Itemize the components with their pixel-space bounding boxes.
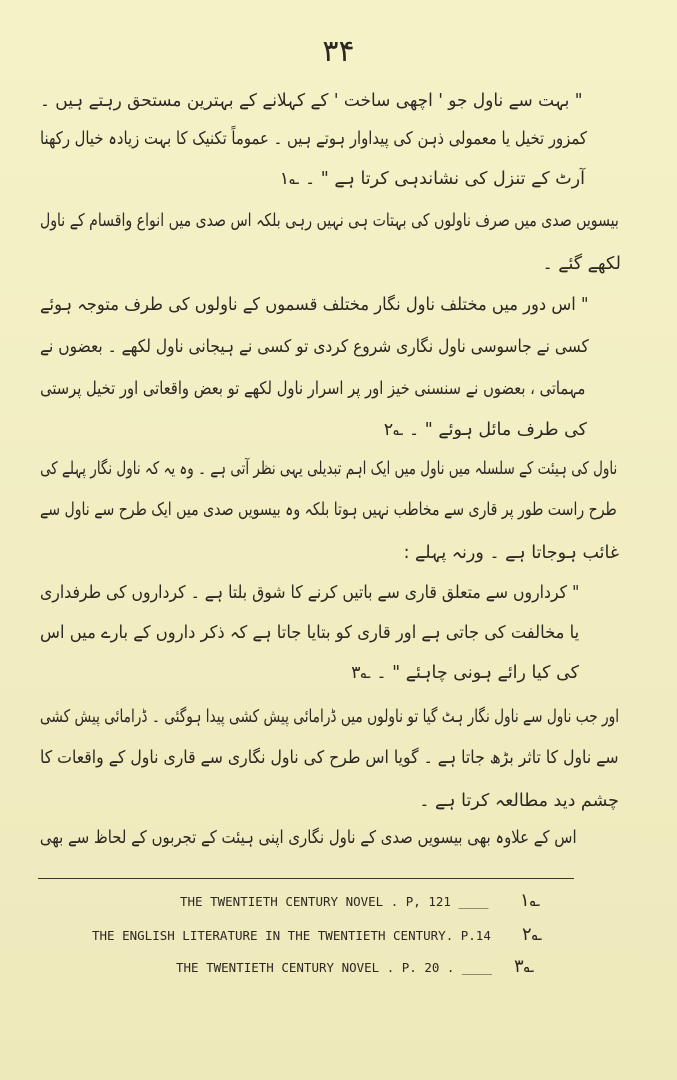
- text-line: کمزور تخیل یا معمولی ذہن کی پیداوار ہوتے ہیں ۔ عموماً تکنیک کا بہت زیادہ خیال رکھنا: [40, 129, 587, 149]
- text-line: کسی نے جاسوسی ناول نگاری شروع کردی تو کسی نے ہیجانی ناول لکھے ۔ بعضوں نے: [40, 337, 589, 357]
- footnote-2-text: THE ENGLISH LITERATURE IN THE TWENTIETH CENTURY. P.14: [92, 928, 491, 943]
- footnote-3-mark: ؎۳: [514, 956, 535, 977]
- text-line: کی کیا رائے ہونی چاہئے " ۔ ؎۳: [351, 663, 579, 683]
- text-line: " کرداروں سے متعلق قاری سے باتیں کرنے کا شوق بلتا ہے ۔ کرداروں کی طرفداری: [39, 583, 579, 603]
- text-line: آرٹ کے تنزل کی نشاندہی کرتا ہے " ۔ ؎۱: [279, 169, 585, 189]
- text-line: اس کے علاوہ بھی بیسویں صدی کے ناول نگاری اپنی ہیئت کے تجربوں کے لحاظ سے بھی: [40, 828, 577, 848]
- text-line: کی طرف مائل ہوئے " ۔ ؎۲: [383, 420, 587, 440]
- footnote-1-text: THE TWENTIETH CENTURY NOVEL . P, 121 ____: [180, 894, 489, 909]
- text-line: اور جب ناول سے ناول نگار ہٹ گیا تو ناولوں میں ڈرامائی پیش کشی پیدا ہوگئی ۔ ڈرامائی پیش کشی: [39, 707, 619, 727]
- text-line: بیسویں صدی میں صرف ناولوں کی بہتات ہی نہیں رہی بلکہ اس صدی میں انواع واقسام کے ناول: [40, 211, 619, 231]
- text-line: غائب ہوجاتا ہے ۔ ورنہ پہلے :: [403, 543, 619, 563]
- text-line: سے ناول کا تاثر بڑھ جاتا ہے ۔ گویا اس طرح کی ناول نگاری سے قاری ناول کے واقعات کا: [40, 748, 619, 768]
- text-line: چشم دید مطالعہ کرتا ہے ۔: [419, 791, 619, 811]
- footnote-3-text: THE TWENTIETH CENTURY NOVEL . P. 20 . ____: [176, 960, 493, 975]
- text-line: لکھے گئے ۔: [542, 254, 621, 274]
- text-line: " بہت سے ناول جو ' اچھی ساخت ' کے کہلانے کے بہترین مستحق رہتے ہیں ۔: [40, 91, 583, 111]
- footnote-2-mark: ؎۲: [522, 924, 543, 945]
- text-line: طرح راست طور پر قاری سے مخاطب نہیں ہوتا بلکہ وہ بیسویں صدی میں ایک طرح سے ناول سے: [40, 500, 617, 520]
- text-line: یا مخالفت کی جاتی ہے اور قاری کو بتایا جاتا ہے کہ ذکر داروں کے بارے میں اس: [39, 623, 579, 643]
- text-line: ناول کی ہیئت کے سلسلہ میں ناول میں ایک اہم تبدیلی یہی نظر آتی ہے ۔ وہ یہ کہ ناول نگار پہلے کی: [39, 459, 617, 479]
- footnote-1-mark: ؎۱: [520, 890, 541, 911]
- page-number: ۳۴: [322, 34, 355, 69]
- text-line: " اس دور میں مختلف ناول نگار مختلف قسموں کے ناولوں کی طرف متوجہ ہوئے: [40, 295, 589, 315]
- footnote-divider: [38, 878, 574, 879]
- text-line: مہماتی ، بعضوں نے سنسنی خیز اور پر اسرار ناول لکھے تو بعض واقعاتی اور تخیل پرستی: [39, 379, 585, 399]
